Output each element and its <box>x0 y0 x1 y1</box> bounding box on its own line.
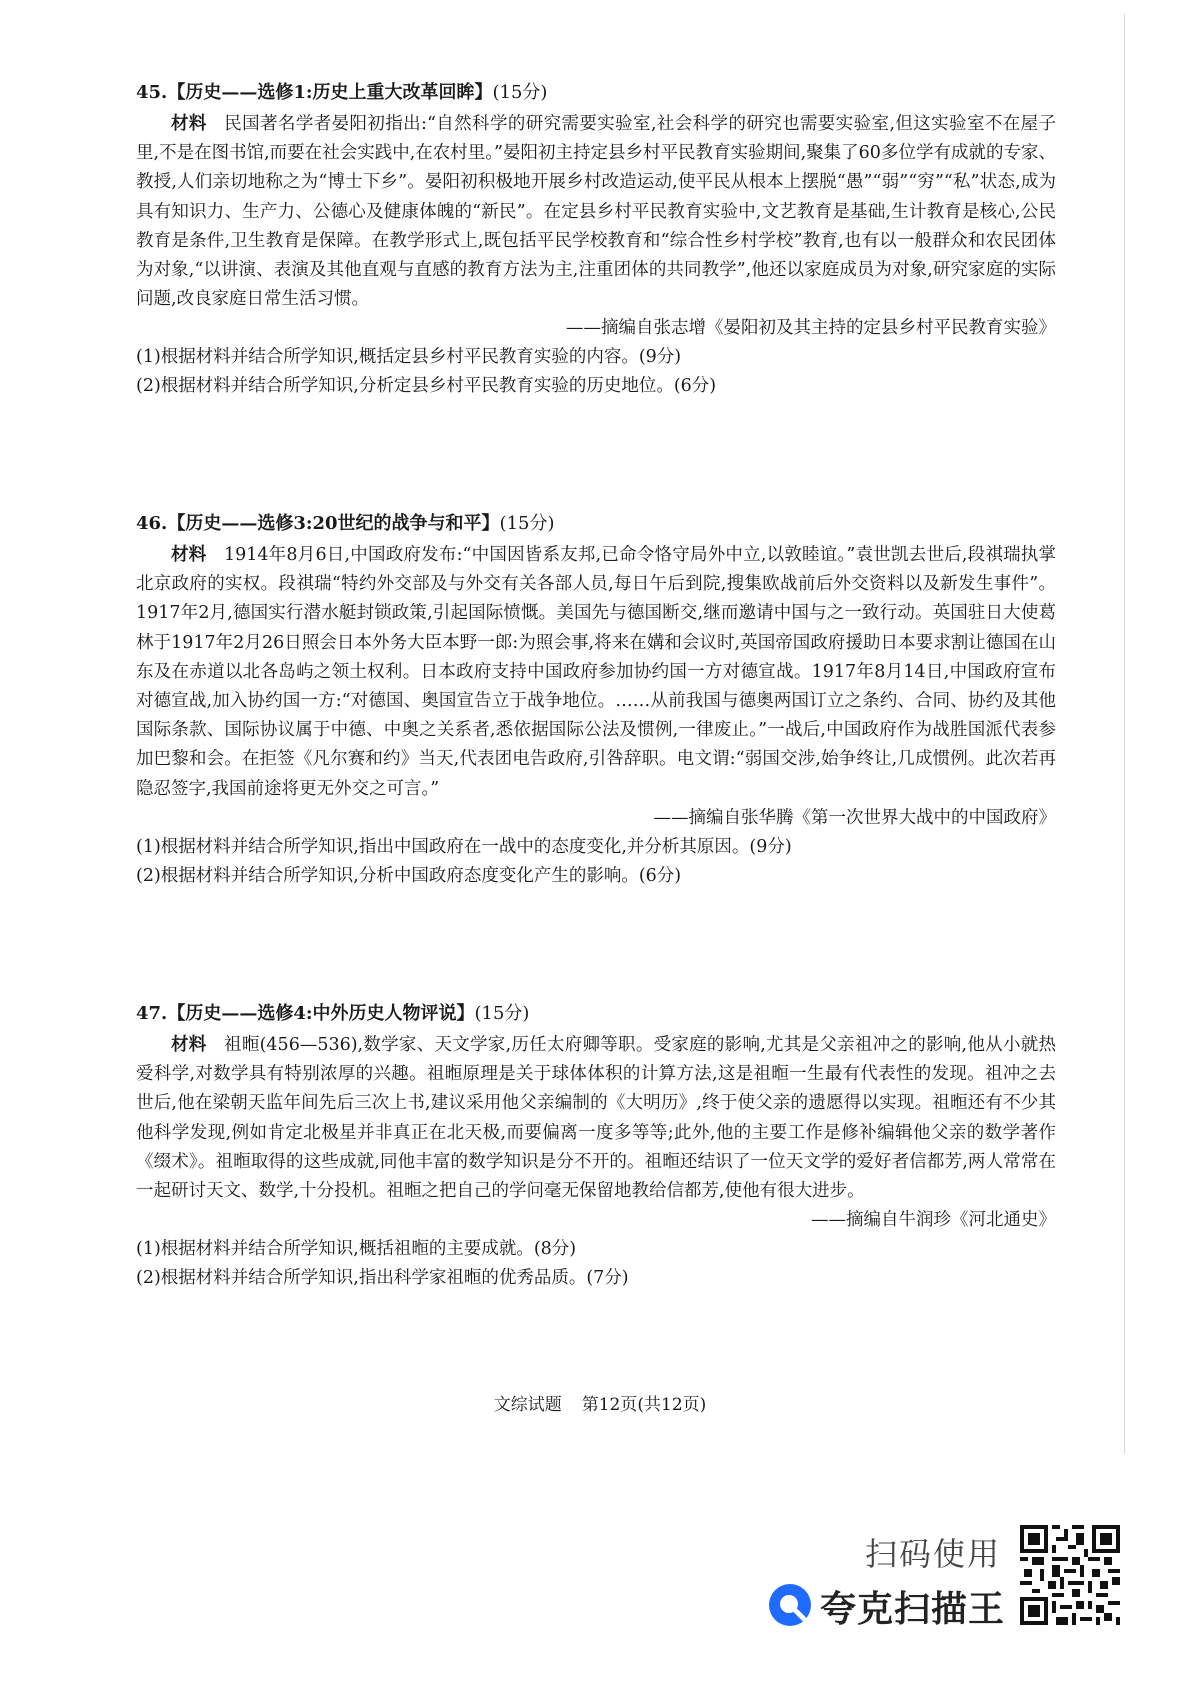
quark-logo-icon <box>768 1583 812 1627</box>
question-46-source: ——摘编自张华腾《第一次世界大战中的中国政府》 <box>653 807 1056 828</box>
material-text: 1914年8月6日,中国政府发布:“中国因皆系友邦,已命令恪守局外中立,以敦睦谊。”袁世凯去世后,段祺瑞执掌北京政府的实权。段祺瑞“特约外交部及与外交有关各部人员,每日午后到院,搜集欧战前后外交资料以及新发生事件”。1917年2月,德国实行潜水艇封锁政策,引起国际愤慨。美国先与德国断交,继而邀请中国与之一致行动。英国驻日大使葛林于1917年2月26日照会日本外务大臣本野一郎:为照会事,将来在媾和会议时,英国帝国政府援助日本要求割让德国在山东及在赤道以北各岛屿之领土权利。日本政府支持中国政府参加协约国一方对德宣战。1917年8月14日,中国政府宣布对德宣战,加入协约国一方:“对德国、奥国宣告立于战争地位。……从前我国与德奥两国订立之条约、合同、协约及其他国际条款、国际协议属于中德、中奥之关系者,悉依据国际公法及惯例,一律废止。”一战后,中国政府作为战胜国派代表参加巴黎和会。在拒签《凡尔赛和约》当天,代表团电告政府,引咎辞职。电文谓:“弱国交涉,始争终让,几成惯例。此次若再隐忍签字,我国前途将更无外交之可言。” <box>136 545 1057 799</box>
scanner-watermark <box>760 1525 1140 1635</box>
question-47-sub-2: (2)根据材料并结合所学知识,指出科学家祖暅的优秀品质。(7分) <box>136 1268 629 1289</box>
question-47-header <box>136 1001 1056 1027</box>
question-47-material <box>136 1031 1056 1206</box>
question-number: 47. <box>136 1003 168 1024</box>
question-number: 45. <box>136 82 168 103</box>
question-47-sub-1: (1)根据材料并结合所学知识,概括祖暅的主要成就。(8分) <box>136 1239 577 1260</box>
question-title: 【历史——选修3:20世纪的战争与和平】 <box>167 513 500 534</box>
question-title: 【历史——选修1:历史上重大改革回眸】 <box>167 82 493 103</box>
question-number: 46. <box>136 513 168 534</box>
question-points: (15分) <box>492 82 548 103</box>
question-45-material <box>136 110 1056 314</box>
question-45-header <box>136 80 1056 106</box>
question-46 <box>136 511 1056 891</box>
brand-name: 夸克扫描王 <box>820 1589 1006 1630</box>
material-text: 祖暅(456—536),数学家、天文学家,历任太府卿等职。受家庭的影响,尤其是父亲祖冲之的影响,他从小就热爱科学,对数学具有特别浓厚的兴趣。祖暅原理是关于球体体积的计算方法,这是祖暅一生最有代表性的发现。祖冲之去世后,他在梁朝天监年间先后三次上书,建议采用他父亲编制的《大明历》,终于使父亲的遗愿得以实现。祖暅还有不少其他科学发现,例如肯定北极星并非真正在北天极,而要偏离一度多等等;此外,他的主要工作是修补编辑他父亲的数学著作《缀术》。祖暅取得的这些成就,同他丰富的数学知识是分不开的。祖暅还结识了一位天文学的爱好者信都芳,两人常常在一起研讨天文、数学,十分投机。祖暅之把自己的学问毫无保留地教给信都芳,使他有很大进步。 <box>136 1035 1056 1202</box>
question-47-source: ——摘编自牛润珍《河北通史》 <box>811 1210 1056 1231</box>
question-45-source: ——摘编自张志增《晏阳初及其主持的定县乡村平民教育实验》 <box>566 318 1056 339</box>
material-label: 材料 <box>171 114 207 134</box>
question-points: (15分) <box>474 1003 530 1024</box>
material-label: 材料 <box>171 1035 207 1055</box>
page-footer <box>0 1390 1200 1415</box>
qr-code-icon[interactable] <box>1020 1525 1120 1625</box>
scan-edge-line <box>1124 14 1125 1454</box>
question-45-sub-2: (2)根据材料并结合所学知识,分析定县乡村平民教育实验的历史地位。(6分) <box>136 376 717 397</box>
question-47 <box>136 1001 1056 1293</box>
question-45-sub-1: (1)根据材料并结合所学知识,概括定县乡村平民教育实验的内容。(9分) <box>136 347 682 368</box>
scan-to-use-text: 扫码使用 <box>865 1535 1002 1573</box>
question-46-material <box>136 541 1056 804</box>
question-46-header <box>136 511 1056 537</box>
question-45 <box>136 80 1056 401</box>
question-46-sub-2: (2)根据材料并结合所学知识,分析中国政府态度变化产生的影响。(6分) <box>136 865 682 886</box>
footer-page-number: 第12页(共12页) <box>581 1395 707 1415</box>
material-text: 民国著名学者晏阳初指出:“自然科学的研究需要实验室,社会科学的研究也需要实验室,但这实验室不在屋子里,不是在图书馆,而要在社会实践中,在农村里。”晏阳初主持定县乡村平民教育实验期间,聚集了60多位学有成就的专家、教授,人们亲切地称之为“博士下乡”。晏阳初积极地开展乡村改造运动,使平民从根本上摆脱“愚”“弱”“穷”“私”状态,成为具有知识力、生产力、公德心及健康体魄的“新民”。在定县乡村平民教育实验中,文艺教育是基础,生计教育是核心,公民教育是条件,卫生教育是保障。在教学形式上,既包括平民学校教育和“综合性乡村学校”教育,也有以一般群众和农民团体为对象,“以讲演、表演及其他直观与直感的教育方法为主,注重团体的共同教学”,他还以家庭成员为对象,研究家庭的实际问题,改良家庭日常生活习惯。 <box>136 114 1057 310</box>
question-points: (15分) <box>499 513 555 534</box>
question-46-sub-1: (1)根据材料并结合所学知识,指出中国政府在一战中的态度变化,并分析其原因。(9分) <box>136 836 792 857</box>
footer-subject: 文综试题 <box>493 1395 562 1415</box>
material-label: 材料 <box>171 545 207 565</box>
question-title: 【历史——选修4:中外历史人物评说】 <box>167 1003 475 1024</box>
